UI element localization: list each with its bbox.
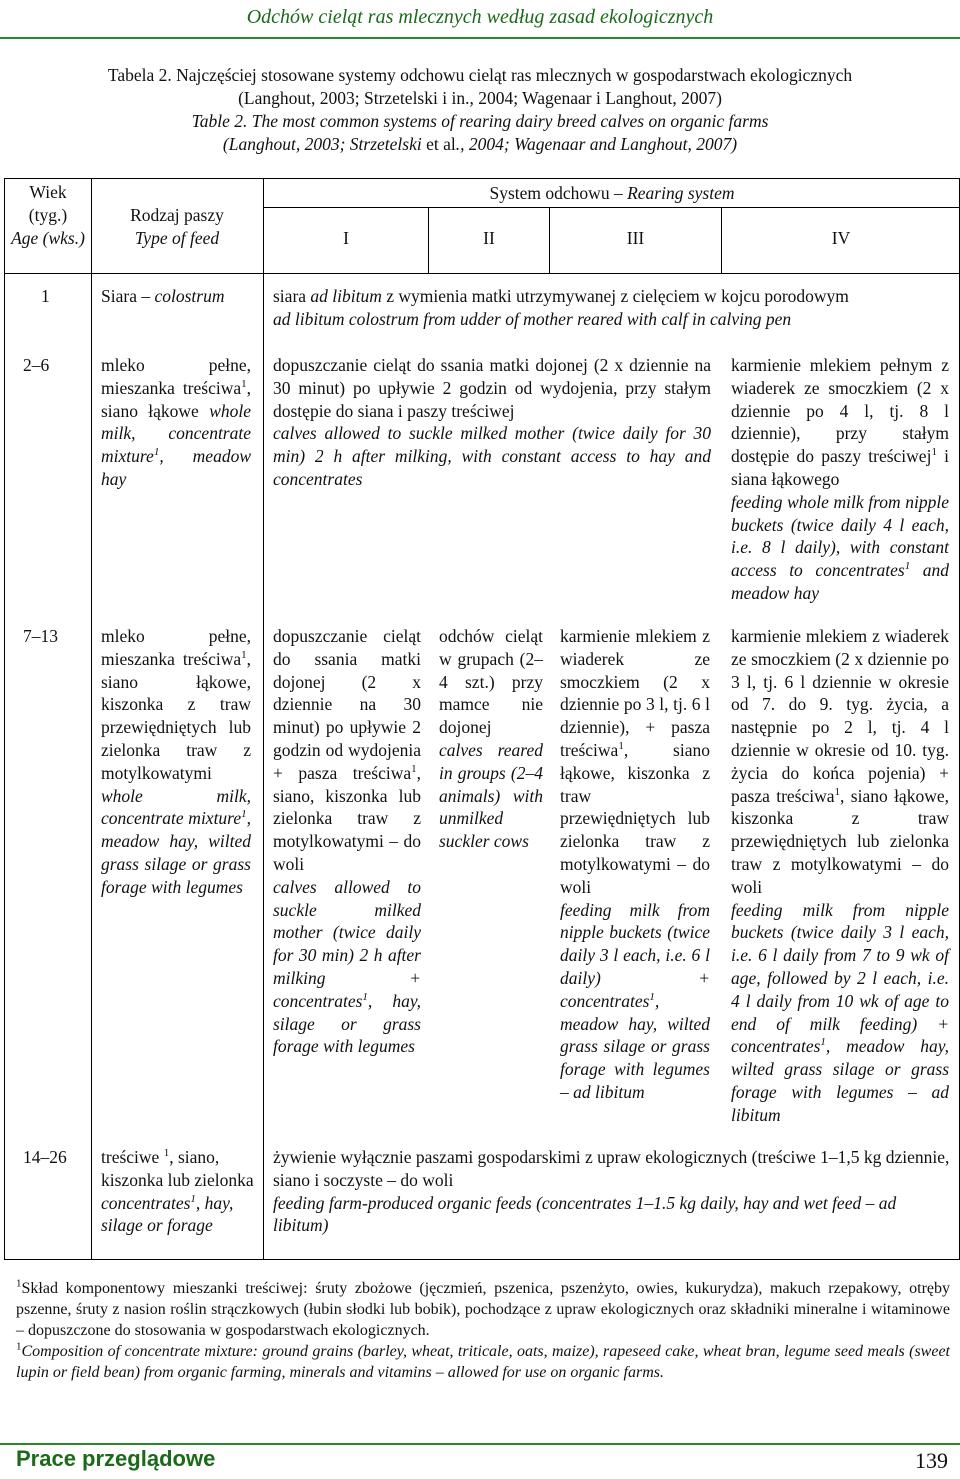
caption-pl-line2: (Langhout, 2003; Strzetelski i in., 2004; Wagenaar i Langhout, 2007) bbox=[238, 88, 722, 108]
row3-system-I bbox=[273, 625, 421, 1058]
header-subrule bbox=[263, 207, 960, 208]
row2-system-IV-pl bbox=[731, 354, 949, 491]
header-system bbox=[264, 182, 960, 205]
row2-system-en: calves allowed to suckle milked mother (twice daily for 30 min) 2 h after milking, with constant access to hay and concentrates bbox=[273, 423, 711, 489]
footnote-mark: 1 bbox=[834, 785, 841, 798]
text-part: , siano łąkowe, kiszonka z traw przewiędniętych lub zielonka traw z motylkowatymi – do woli bbox=[731, 785, 949, 897]
footnote-mark: 1 bbox=[618, 740, 624, 753]
footnotes bbox=[16, 1278, 950, 1383]
row1-system-pl bbox=[273, 285, 957, 308]
text-part: karmienie mlekiem z wiaderek ze smoczkiem (2 x dziennie po 3 l, tj. 6 l dziennie), + pasza treściwa bbox=[560, 626, 710, 760]
row2-age: 2–6 bbox=[23, 355, 50, 375]
footnote-mark: 1 bbox=[931, 446, 937, 459]
row3-system-II bbox=[439, 625, 543, 853]
text-part: , hay, silage or forage bbox=[101, 1192, 234, 1236]
header-system-en: Rearing system bbox=[627, 183, 735, 203]
text-part: treściwe bbox=[101, 1147, 164, 1167]
row3-system-III-pl bbox=[560, 625, 710, 899]
row3-system-III-en bbox=[560, 899, 710, 1104]
text-part: , hay, silage or grass forage with legumes bbox=[273, 990, 421, 1057]
row2-system-pl: dopuszczanie cieląt do ssania matki dojonej (2 x dziennie na 30 minut) po upływie 2 godzin od wydojenia, przy stałym dostępie do siana i paszy treściwej bbox=[273, 355, 711, 421]
header-age-pl: Wiek (tyg.) bbox=[28, 182, 68, 225]
text-part: , meadow hay, wilted grass silage or grass forage with legumes – ad libitum bbox=[731, 1036, 949, 1125]
table-caption bbox=[0, 64, 960, 156]
header-col-IV: IV bbox=[831, 228, 851, 248]
footnote-mark: 1 bbox=[163, 1147, 170, 1160]
col-divider-feed bbox=[263, 179, 264, 1260]
row1-feed bbox=[101, 285, 261, 308]
text-part: mleko pełne, mieszanka treściwa bbox=[101, 626, 251, 669]
text-part: feeding whole milk from nipple buckets (twice daily 4 l each, i.e. 8 l daily), with constant access to concentrates bbox=[731, 491, 949, 581]
footnote-pl-text: Skład komponentowy mieszanki treściwej: śruty zbożowe (jęczmień, pszenica, pszenżyto, owies, kukurydza), makuch rzepakowy, otręby pszenne, śruty z nasion roślin strączkowych (łubin słodki lub bobik), pochodzące z upraw ekologicznych oraz składniki mineralne i witaminowe – dopuszczone do stosowania w gospodarstwach ekologicznych. bbox=[16, 1280, 950, 1339]
row3-system-IV-pl bbox=[731, 625, 949, 899]
text-part: dopuszczanie cieląt do ssania matki dojonej (2 x dziennie na 30 minut) po upływie 2 godzin od wydojenia + pasza treściwa bbox=[273, 626, 421, 783]
footer-rule bbox=[0, 1443, 960, 1445]
text-part: feeding milk from nipple buckets (twice daily 3 l each, i.e. 6 l daily from 7 to 9 wk of age, followed by 2 l each, i.e. 4 l daily from 10 wk of age to end of milk feeding) + concentrates bbox=[731, 899, 949, 1057]
footnote-mark: 1 bbox=[16, 1340, 22, 1353]
text-part: karmienie mlekiem z wiaderek ze smoczkiem (2 x dziennie po 3 l, tj. 6 l dziennie w okresie od 7. do 9. tyg. życia, a następnie po 2 l, tj. 4 l dziennie w okresie od 10. tyg. życia do końca pojenia) + pasza treściwa bbox=[731, 626, 949, 806]
text-part: , meadow hay, wilted grass silage or grass forage with legumes – ad libitum bbox=[560, 990, 710, 1102]
row1-system-en: ad libitum colostrum from udder of mother reared with calf in calving pen bbox=[273, 308, 792, 329]
text-part: , meadow hay, wilted grass silage or grass forage with legumes bbox=[101, 808, 251, 897]
caption-pl-line1: Tabela 2. Najczęściej stosowane systemy odchowu cieląt ras mlecznych w gospodarstwach ekologicznych bbox=[107, 65, 853, 85]
caption-en-etal: et al bbox=[426, 134, 456, 154]
row4-age: 14–26 bbox=[23, 1147, 67, 1167]
text-part: calves allowed to suckle milked mother (twice daily for 30 min) 2 h after milking + concentrates bbox=[273, 876, 421, 1011]
rearing-systems-table bbox=[4, 178, 960, 1260]
header-feed bbox=[95, 204, 259, 250]
text-part: , siano łąkowe, kiszonka z traw przewiędniętych lub zielonka traw z motylkowatymi – do woli bbox=[560, 739, 710, 897]
text-part: and meadow hay bbox=[731, 560, 949, 603]
caption-en-line2-part: ., 2004; Wagenaar and Langhout, 2007) bbox=[455, 134, 738, 154]
text-part: concentrates bbox=[101, 1192, 191, 1213]
row3-system-I-en bbox=[273, 876, 421, 1058]
row3-age: 7–13 bbox=[23, 626, 58, 646]
footnote-en bbox=[16, 1341, 950, 1383]
footnote-mark: 1 bbox=[820, 1036, 826, 1049]
caption-en-line2-part: (Langhout, 2003; Strzetelski bbox=[222, 134, 427, 154]
text-part: , siano, kiszonka lub zielonka traw z motylkowatymi – do woli bbox=[273, 762, 421, 874]
row4-system-pl: żywienie wyłącznie paszami gospodarskimi z upraw ekologicznych (treściwe 1–1,5 kg dziennie, siano i soczyste – do woli bbox=[273, 1147, 950, 1190]
header-feed-pl: Rodzaj paszy bbox=[130, 205, 224, 225]
footnote-mark: 1 bbox=[241, 648, 247, 661]
text-part: whole milk, concentrate mixture bbox=[101, 785, 251, 829]
row3-system-IV-en bbox=[731, 899, 949, 1127]
row2-feed bbox=[101, 354, 251, 491]
text-part: , meadow hay bbox=[101, 446, 251, 489]
text-part: z wymienia matki utrzymywanej z cielęciem w kojcu porodowym bbox=[381, 286, 849, 306]
text-part: karmienie mlekiem pełnym z wiaderek ze smoczkiem (2 x dziennie po 4 l, tj. 8 l dziennie), przy stałym dostępie do paszy treściwej bbox=[731, 355, 949, 467]
caption-en-line2 bbox=[0, 133, 960, 156]
footnote-mark: 1 bbox=[153, 446, 160, 459]
row4-feed bbox=[101, 1146, 257, 1237]
col-divider-age bbox=[91, 179, 92, 1260]
running-title: Odchów cieląt ras mlecznych według zasad ekologicznych bbox=[246, 6, 714, 28]
row2-system-IV-en bbox=[731, 491, 949, 605]
row3-system-III bbox=[560, 625, 710, 1104]
footnote-mark: 1 bbox=[241, 808, 247, 821]
row3-system-IV bbox=[731, 625, 949, 1127]
text-part: whole milk, concentrate mixture bbox=[101, 400, 251, 467]
row1-age: 1 bbox=[41, 286, 50, 306]
text-part: feeding milk from nipple buckets (twice daily 3 l each, i.e. 6 l daily) + concentrates bbox=[560, 899, 710, 1011]
header-age bbox=[9, 181, 87, 249]
footnote-mark: 1 bbox=[411, 762, 417, 775]
header-bottom-rule bbox=[5, 273, 960, 274]
header-col-II: II bbox=[483, 228, 495, 248]
footnote-mark: 1 bbox=[190, 1192, 196, 1205]
footnote-mark: 1 bbox=[241, 377, 247, 390]
header-feed-en: Type of feed bbox=[134, 227, 220, 248]
header-rule bbox=[0, 37, 960, 39]
text-part: , siano łąkowe bbox=[101, 377, 251, 421]
footnote-en-text: Composition of concentrate mixture: ground grains (barley, wheat, triticale, oats, maize), rapeseed cake, wheat bran, legume seed meals (sweet lupin or field bean) from organic farming, minerals and vitamins – allowed for use on organic farms. bbox=[16, 1343, 950, 1381]
row2-system-IV bbox=[731, 354, 949, 605]
text-part: i siana łąkowego bbox=[731, 446, 949, 489]
row3-system-II-en: calves reared in groups (2–4 animals) with unmilked suckler cows bbox=[439, 739, 543, 852]
footnote-mark: 1 bbox=[16, 1277, 22, 1290]
caption-en-line1: Table 2. The most common systems of rearing dairy breed calves on organic farms bbox=[191, 111, 769, 131]
row3-system-II-pl: odchów cieląt w grupach (2–4 szt.) przy mamce nie dojonej bbox=[439, 626, 543, 738]
header-col-I: I bbox=[343, 228, 349, 248]
section-label: Prace przeglądowe bbox=[16, 1446, 216, 1471]
row4-system-en: feeding farm-produced organic feeds (concentrates 1–1.5 kg daily, hay and wet feed – ad libitum) bbox=[273, 1192, 897, 1236]
row3-system-I-pl bbox=[273, 625, 421, 876]
text-part: , siano łąkowe, kiszonka z traw przewiędniętych lub zielonka traw z motylkowatymi bbox=[101, 648, 251, 783]
row1-feed-en: colostrum bbox=[154, 286, 225, 306]
text-part: siara bbox=[273, 286, 311, 306]
header-col-III: III bbox=[626, 228, 645, 248]
row4-feed-en bbox=[101, 1192, 257, 1238]
text-part: mleko pełne, mieszanka treściwa bbox=[101, 355, 251, 398]
row4-feed-pl bbox=[101, 1146, 257, 1192]
row4-system bbox=[273, 1146, 953, 1237]
row2-system-I-III bbox=[273, 354, 711, 491]
text-part: ad libitum bbox=[310, 286, 382, 306]
footnote-mark: 1 bbox=[649, 990, 655, 1003]
row1-feed-pl: Siara – bbox=[101, 286, 155, 306]
text-part: , siano, kiszonka lub zielonka bbox=[101, 1147, 254, 1190]
footnote-mark: 1 bbox=[904, 560, 911, 573]
row3-feed bbox=[101, 625, 251, 899]
header-age-en: Age (wks.) bbox=[11, 227, 85, 248]
footnote-pl bbox=[16, 1278, 950, 1341]
row1-system bbox=[273, 285, 957, 331]
footnote-mark: 1 bbox=[362, 990, 368, 1003]
header-system-pl: System odchowu – bbox=[489, 183, 628, 203]
page-number: 139 bbox=[915, 1448, 948, 1473]
